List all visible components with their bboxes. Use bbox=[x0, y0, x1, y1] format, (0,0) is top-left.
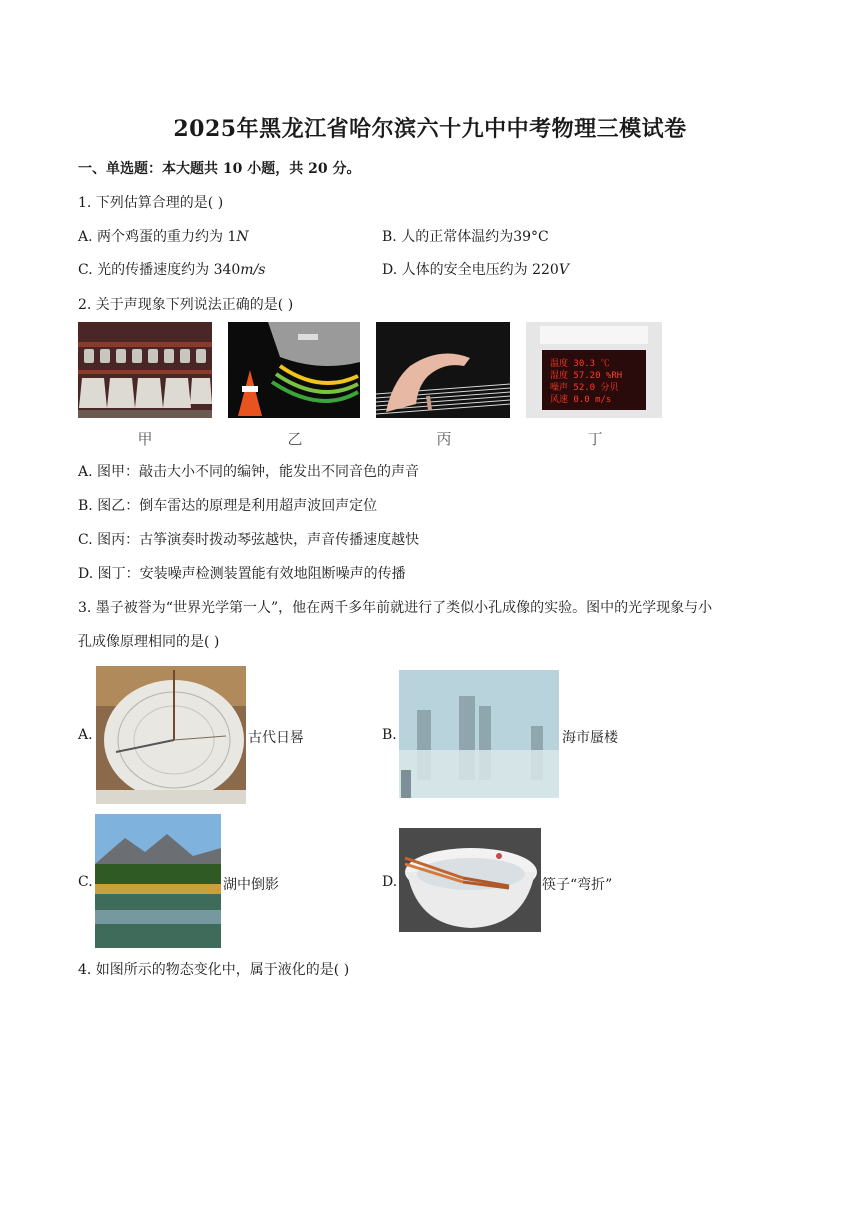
q3-option-a-label: 古代日晷 bbox=[248, 730, 304, 746]
guzheng-illustration bbox=[376, 322, 510, 418]
q2-option-a: A. 图甲：敲击大小不同的编钟，能发出不同音色的声音 bbox=[78, 464, 420, 480]
q3-stem-line1: 3. 墨子被誉为“世界光学第一人”，他在两千多年前就进行了类似小孔成像的实验。图中的光学现象与小 bbox=[78, 600, 713, 616]
q3-option-b-label: 海市蜃楼 bbox=[562, 730, 618, 746]
figure-caption-bing: 丙 bbox=[436, 430, 452, 448]
bells-illustration bbox=[78, 322, 212, 418]
monitor-reading-1: 湿度 57.20 %RH bbox=[550, 371, 623, 381]
q2-option-b: B. 图乙：倒车雷达的原理是利用超声波回声定位 bbox=[78, 498, 378, 514]
q1-option-c-unit: m/s bbox=[240, 262, 266, 278]
figure-caption-jia: 甲 bbox=[137, 430, 153, 448]
q1-option-a-text: A. 两个鸡蛋的重力约为 1 bbox=[78, 229, 237, 245]
q1-option-a-unit: N bbox=[236, 229, 249, 245]
q3-option-a-letter: A. bbox=[78, 727, 93, 743]
q1-option-c bbox=[78, 259, 265, 279]
lake-reflection-image bbox=[95, 814, 221, 948]
q1-option-a bbox=[78, 226, 249, 246]
q1-option-b-text: B. 人的正常体温约为39°C bbox=[382, 229, 549, 245]
q1-option-d-text: D. 人体的安全电压约为 220 bbox=[382, 262, 559, 278]
figure-caption-ding: 丁 bbox=[587, 430, 603, 448]
guzheng-image bbox=[376, 322, 510, 418]
mirage-illustration bbox=[399, 670, 559, 798]
lake-illustration bbox=[95, 814, 221, 948]
q3-option-b-letter: B. bbox=[382, 727, 397, 743]
q4-stem: 4. 如图所示的物态变化中，属于液化的是( ) bbox=[78, 962, 350, 978]
q2-option-d: D. 图丁：安装噪声检测装置能有效地阻断噪声的传播 bbox=[78, 566, 406, 582]
q1-stem: 1. 下列估算合理的是( ) bbox=[78, 195, 224, 211]
bianzhong-bells-image bbox=[78, 322, 212, 418]
bowl-illustration bbox=[399, 828, 541, 932]
q3-stem-line2: 孔成像原理相同的是( ) bbox=[78, 634, 220, 650]
page-title: 2025年黑龙江省哈尔滨六十九中中考物理三模试卷 bbox=[173, 116, 687, 142]
monitor-reading-3: 风速 0.0 m/s bbox=[550, 395, 612, 405]
q1-option-c-text: C. 光的传播速度约为 340 bbox=[78, 262, 241, 278]
section-heading: 一、单选题：本大题共 10 小题，共 20 分。 bbox=[78, 161, 361, 177]
sundial-illustration bbox=[96, 666, 246, 804]
noise-monitor-image bbox=[526, 322, 662, 418]
mirage-image bbox=[399, 670, 559, 798]
q2-stem: 2. 关于声现象下列说法正确的是( ) bbox=[78, 297, 294, 313]
figure-caption-yi: 乙 bbox=[287, 430, 303, 448]
q3-option-d-letter: D. bbox=[382, 874, 398, 890]
q1-option-b bbox=[382, 226, 549, 246]
q2-option-c: C. 图丙：古筝演奏时拨动琴弦越快，声音传播速度越快 bbox=[78, 532, 420, 548]
q1-option-d-unit: V bbox=[558, 262, 569, 278]
noise-monitor-illustration bbox=[526, 322, 662, 418]
q3-option-c-letter: C. bbox=[78, 874, 93, 890]
monitor-reading-0: 温度 30.3 ℃ bbox=[550, 359, 610, 369]
monitor-reading-2: 噪声 52.0 分贝 bbox=[550, 383, 619, 393]
reversing-radar-image bbox=[228, 322, 360, 418]
sundial-image bbox=[96, 666, 246, 804]
q3-option-c-label: 湖中倒影 bbox=[223, 877, 279, 893]
q3-option-d-label: 筷子“弯折” bbox=[542, 877, 613, 893]
q1-option-d bbox=[382, 259, 569, 279]
radar-illustration bbox=[228, 322, 360, 418]
chopsticks-bowl-image bbox=[399, 828, 541, 932]
